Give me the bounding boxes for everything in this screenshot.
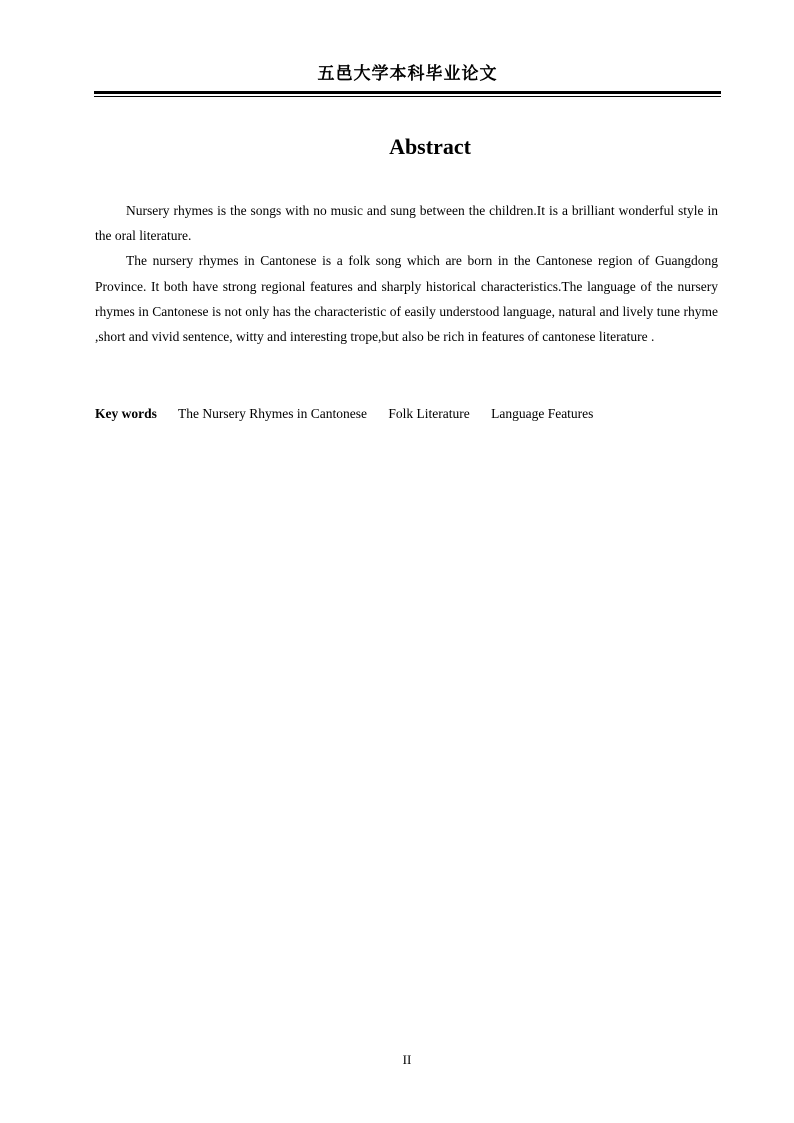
abstract-paragraph-1: Nursery rhymes is the songs with no music and sung between the children.It is a brilliant wonderful style in the oral literature. [95,203,718,244]
header-rule-thin [94,96,721,97]
header-rule-thick [94,91,721,94]
document-header-title: 五邑大学本科毕业论文 [317,64,498,84]
keyword-item-2: Folk Literature [388,406,470,421]
keywords-label: Key words [95,406,157,421]
abstract-paragraph-2: The nursery rhymes in Cantonese is a folk song which are born in the Cantonese region of Guangdong Province. It both have strong regional features and sharply historical characteristics.The language of the nursery rhymes in Cantonese is not only has the characteristic of easily understood language, natural and lively tune rhyme ,short and vivid sentence, witty and interesting trope,but also be rich in features of cantonese literature . [95,253,718,345]
keyword-item-1: The Nursery Rhymes in Cantonese [178,406,367,421]
keyword-item-3: Language Features [491,406,594,421]
abstract-heading: Abstract [389,134,471,159]
abstract-body [95,198,718,349]
page-number: II [402,1052,412,1067]
keywords-line [95,401,611,426]
